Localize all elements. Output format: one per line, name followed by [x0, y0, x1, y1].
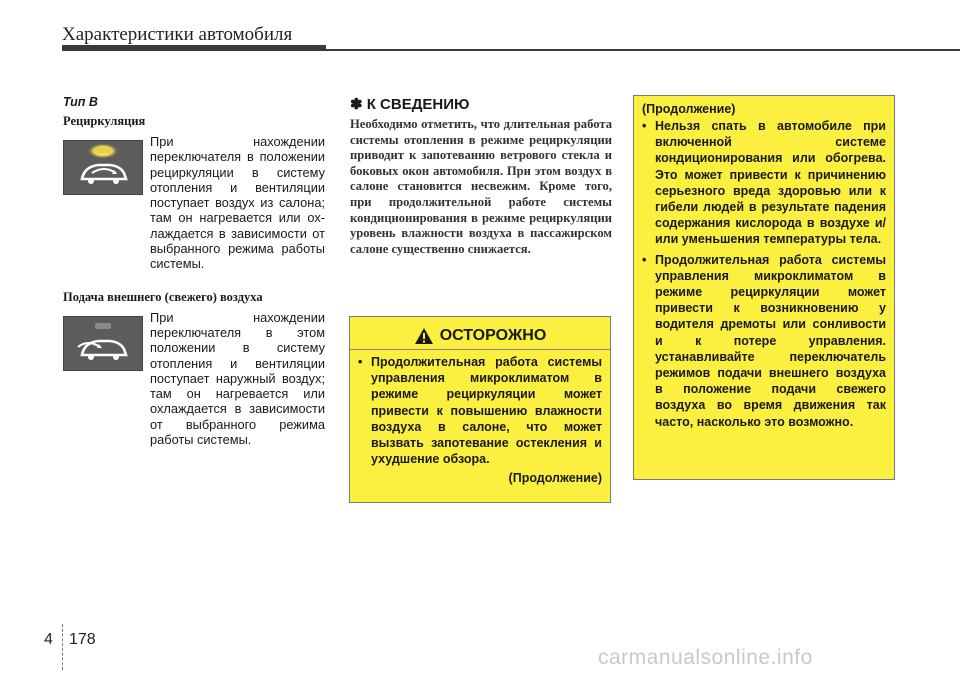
recirc-heading: Рециркуляция [63, 114, 146, 128]
recirc-text: При нахождении переключателя в положении рециркуляции в систему отопления и вентиляции поступает воздух из салона; там он нагревается или ох-лаждается в зависимости от выбранного режима работы системы. [150, 134, 325, 272]
warning-divider [350, 349, 610, 350]
footer-page-number: 178 [69, 631, 96, 648]
recirc-block [63, 134, 325, 272]
fresh-air-car-icon [64, 317, 142, 370]
warning-box [349, 316, 611, 503]
reference-title: ✽ К СВЕДЕНИЮ [350, 96, 470, 113]
continued-bullet-1: • Нельзя спать в автомобиле при включенной системе кондиционирования или обогрева. Это может привести к причинению серьезного вреда здоровью или к гибели людей в результате падения содержания кислорода в воздухе и/или уменьшения температуры тела. [642, 118, 886, 248]
type-label: Тип B [63, 95, 98, 109]
reference-section [350, 95, 612, 257]
warning-title: ОСТОРОЖНО [439, 327, 547, 344]
left-column [63, 95, 325, 447]
recirc-car-icon [64, 141, 142, 194]
warning-triangle-icon [414, 327, 434, 345]
continued-label: (Продолжение) [642, 102, 736, 116]
footer-section-number: 4 [44, 631, 53, 648]
recirc-button-image [63, 140, 143, 195]
header-rule [326, 49, 960, 51]
reference-text: Необходимо отметить, что длительная работа системы отопления в режиме рециркуляции приводит к запотеванию ветрового стекла и боковых окон автомобиля. При этом воздух в салоне становится несвежим. Кроме того, при продолжительной работе системы кондиционирования в режиме рециркуляции уровень влажности воздуха в пассажирском салоне существенно снижается. [350, 117, 612, 256]
watermark: carmanualsonline.info [598, 646, 813, 669]
header-bar [62, 45, 326, 51]
header-title: Характеристики автомобиля [62, 24, 293, 45]
fresh-heading: Подача внешнего (свежего) воздуха [63, 289, 263, 304]
continued-bullet-2: • Продолжительная работа системы управления микроклиматом в режиме рециркуляции может привести к возникновению у водителя дремоты или сонливости и к потере управления. устанавливайте переключатель режимов подачи внешнего воздуха в положение подачи свежего воздуха во время движения так часто, насколько это возможно. [642, 252, 886, 430]
continued-box [633, 95, 895, 480]
warning-heading [358, 327, 602, 345]
fresh-button-image [63, 316, 143, 371]
fresh-block [63, 310, 325, 448]
warning-continued: (Продолжение) [508, 471, 602, 486]
fresh-text: При нахождении переключателя в этом положении в систему отопления и вентиляции поступает наружный воздух; там он нагревается или охлаждается в зависимости от выбранного режима работы системы. [150, 309, 325, 448]
footer-divider [62, 624, 63, 670]
warning-bullet: • Продолжительная работа системы управления микроклиматом в режиме рециркуляции может привести к повышению влажности воздуха в салоне, что может вызвать запотевание остекления и ухудшение обзора. [358, 354, 602, 467]
